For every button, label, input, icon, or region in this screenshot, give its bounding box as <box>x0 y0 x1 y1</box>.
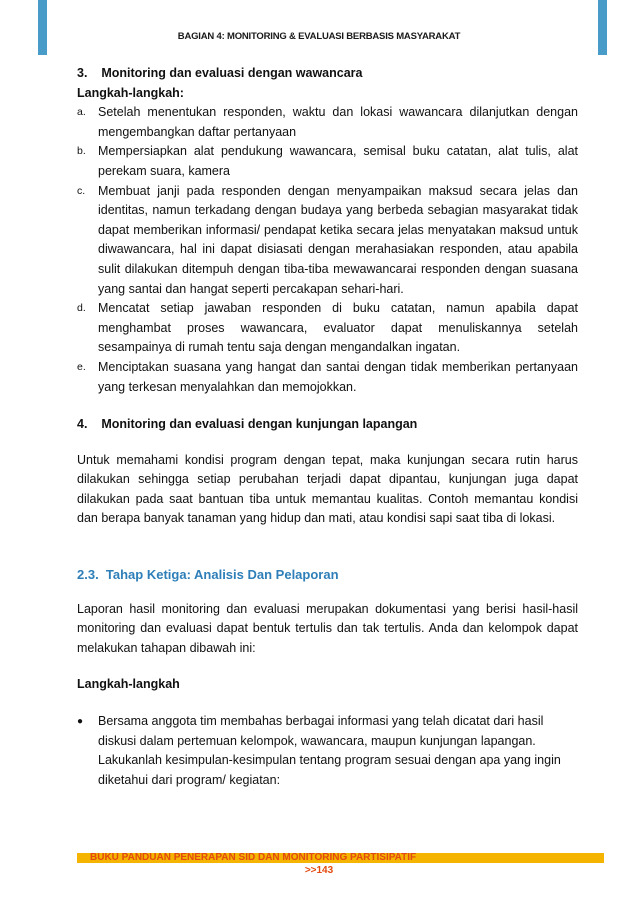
footer-title: BUKU PANDUAN PENERAPAN SID DAN MONITORING PARTISIPATIF <box>90 852 417 863</box>
list-item <box>77 299 578 358</box>
section-3-steps-label: Langkah-langkah: <box>77 85 184 100</box>
list-item <box>77 103 578 142</box>
list-item-text: Mencatat setiap jawaban responden di buku catatan, namun apabila dapat menghambat proses wawancara, evaluator dapat menuliskannya setelah sesampainya di rumah tentu saja dengan mengandalkan ingatan. <box>98 301 578 355</box>
list-marker: e. <box>77 360 86 373</box>
bullet-item <box>77 712 578 790</box>
section-3-heading: 3. Monitoring dan evaluasi dengan wawancara <box>77 66 363 80</box>
page-number: >>143 <box>304 865 334 876</box>
page-body <box>77 64 578 790</box>
list-marker: c. <box>77 184 86 197</box>
list-item-text: Menciptakan suasana yang hangat dan santai dengan tidak memberikan pertanyaan yang terkesan menyalahkan dan memojokkan. <box>98 359 578 394</box>
list-item-text: Setelah menentukan responden, waktu dan lokasi wawancara dilanjutkan dengan mengembangkan daftar pertanyaan <box>98 105 578 139</box>
list-marker: d. <box>77 302 86 315</box>
list-item-text: Mempersiapkan alat pendukung wawancara, semisal buku catatan, alat tulis, alat perekam suara, kamera <box>98 144 578 178</box>
list-marker: a. <box>77 106 86 119</box>
list-item <box>77 358 578 397</box>
list-item <box>77 142 578 181</box>
section-2-3-heading: 2.3. Tahap Ketiga: Analisis Dan Pelaporan <box>77 567 339 583</box>
header-band-right <box>598 0 607 55</box>
bullet-icon: ● <box>77 716 84 728</box>
running-header: BAGIAN 4: MONITORING & EVALUASI BERBASIS MASYARAKAT <box>177 31 461 42</box>
list-item-text: Membuat janji pada responden dengan menyampaikan maksud secara jelas dan identitas, namun terkadang dengan budaya yang berbeda sebagian masyarakat tidak dapat memberikan informasi/ pendapat ketika secara jelas menyatakan maksud untuk diwawancara, hal ini dapat disiasati dengan merahasiakan responden, atau apabila sulit dilakukan ditempuh dengan tiba-tiba mewawancarai responden dengan suasana yang santai dan hangat seperti percakapan sehari-hari. <box>98 183 578 296</box>
bullet-item-text: Bersama anggota tim membahas berbagai informasi yang telah dicatat dari hasil diskusi dalam pertemuan kelompok, wawancara, maupun kunjungan lapangan. Lakukanlah kesimpulan-kesimpulan tentang program sesuai dengan apa yang ingin diketahui dari program/ kegiatan: <box>98 714 561 787</box>
header-band-left <box>38 0 47 55</box>
section-2-3-steps-label: Langkah-langkah <box>77 677 180 692</box>
list-item <box>77 182 578 300</box>
list-marker: b. <box>77 145 86 158</box>
section-4-paragraph: Untuk memahami kondisi program dengan tepat, maka kunjungan secara rutin harus dilakukan sehingga setiap perubahan terjadi dapat dipantau, kunjungan juga dapat dilakukan pada saat bantuan tiba untuk memantau kualitas. Contoh memantau kondisi dan berapa banyak tanaman yang hidup dan mati, atau kondisi sapi saat tiba di lokasi. <box>77 452 578 526</box>
section-2-3-paragraph: Laporan hasil monitoring dan evaluasi merupakan dokumentasi yang berisi hasil-hasil monitoring dan evaluasi dapat bentuk tertulis dan tak tertulis. Anda dan kelompok dapat melakukan tahapan dibawah ini: <box>77 601 578 655</box>
section-4-heading: 4. Monitoring dan evaluasi dengan kunjungan lapangan <box>77 417 418 432</box>
